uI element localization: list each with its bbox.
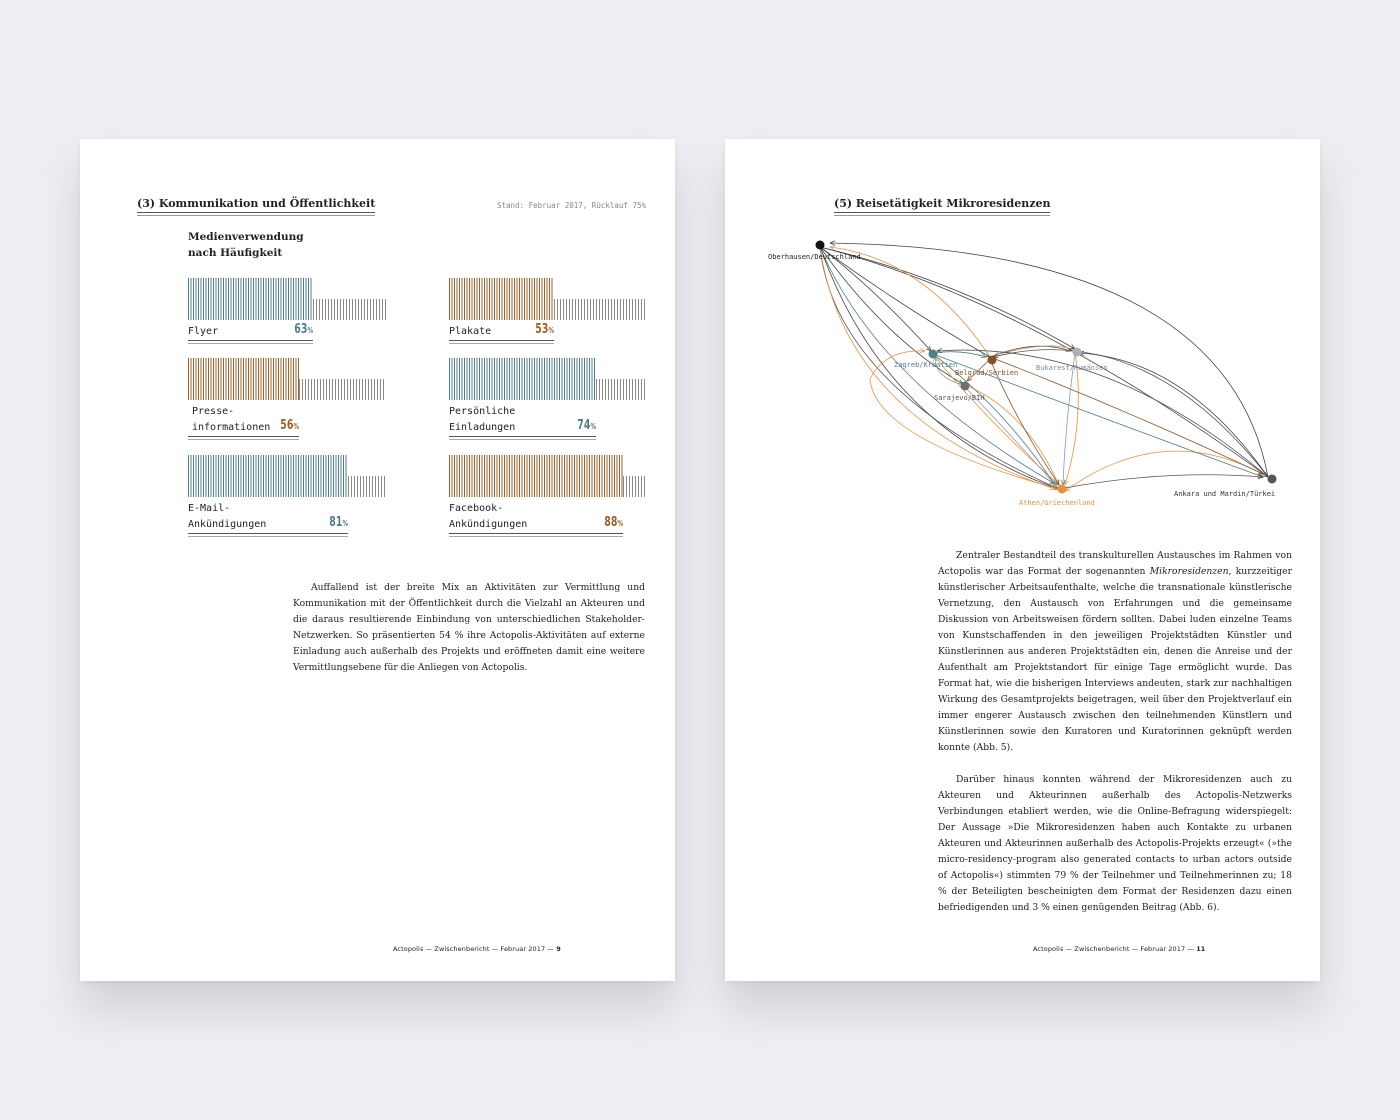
media-bar-label-line2: informationen xyxy=(192,422,271,433)
paragraph-1-part-a: Zentraler Bestandteil des transkulturellen Austausches im Rahmen von Actopolis war das Format der sogenannten xyxy=(938,550,1292,577)
media-bar-percent-value: 63 xyxy=(294,322,308,337)
chart-title-line2: nach Häufigkeit xyxy=(188,247,283,259)
paragraph-1-emphasis: Mikroresidenzen xyxy=(1149,566,1229,577)
page-left xyxy=(80,139,675,981)
media-bar-percent-value: 53 xyxy=(535,322,549,337)
node-oberhausen xyxy=(816,241,825,250)
media-bar-label-line1: Presse- xyxy=(192,406,235,417)
label-belgrad: Belgrad/Serbien xyxy=(955,369,1019,377)
media-bar-value xyxy=(449,455,623,497)
media-bar-value xyxy=(188,278,313,320)
edge xyxy=(990,357,1263,474)
edge xyxy=(990,359,1059,485)
media-bar xyxy=(188,455,386,497)
media-bar-label-line1: Persönliche xyxy=(449,406,516,417)
media-bar-label xyxy=(192,404,270,436)
media-bar-percent xyxy=(604,515,623,530)
media-bar xyxy=(449,358,647,400)
media-bar-percent-value: 56 xyxy=(280,418,294,433)
footer-separator: — xyxy=(1187,945,1195,953)
media-bar-percent-value: 81 xyxy=(329,515,343,530)
media-bar-value xyxy=(188,358,299,400)
node-bukarest xyxy=(1073,348,1082,357)
media-bar-percent xyxy=(294,322,313,337)
media-bar-label xyxy=(188,324,218,340)
media-bar-underline xyxy=(449,533,623,534)
media-bar-underline xyxy=(188,340,313,341)
media-bar-remainder xyxy=(348,476,386,497)
media-bar-label-line1: Flyer xyxy=(188,326,219,337)
media-bar-remainder xyxy=(299,379,386,400)
media-bar xyxy=(188,278,386,320)
label-zagreb: Zagreb/Kroatien xyxy=(894,361,958,369)
footer-report: Zwischenbericht xyxy=(434,945,490,953)
media-bar-percent-value: 88 xyxy=(604,515,618,530)
node-zagreb xyxy=(929,350,938,359)
media-bar-underline xyxy=(188,533,348,534)
media-bar-percent xyxy=(329,515,348,530)
media-bar-label-line1: E-Mail- xyxy=(188,503,231,514)
media-bar xyxy=(188,358,386,400)
media-bar-label-line2: Ankündigungen xyxy=(449,519,528,530)
media-bar-label-line2: Einladungen xyxy=(449,422,516,433)
edge xyxy=(820,247,931,351)
travel-network-diagram xyxy=(725,139,1320,539)
section-title: (5) Reisetätigkeit Mikroresidenzen xyxy=(834,197,1050,213)
media-bar-remainder xyxy=(596,379,647,400)
media-bar-percent xyxy=(577,418,596,433)
media-bar-percent xyxy=(535,322,554,337)
percent-sign: % xyxy=(307,326,313,335)
footer-separator: — xyxy=(1131,945,1139,953)
label-athen: Athen/Griechenland xyxy=(1019,499,1095,507)
percent-sign: % xyxy=(617,519,623,528)
label-sarajevo: Sarajevo/BIH xyxy=(934,394,985,402)
page-footer xyxy=(393,945,561,953)
edge xyxy=(820,247,1075,349)
media-bar xyxy=(449,278,647,320)
page-footer xyxy=(1033,945,1205,953)
percent-sign: % xyxy=(293,422,299,431)
node-sarajevo xyxy=(961,382,970,391)
chart-title-line1: Medienverwendung xyxy=(188,231,304,243)
footer-date: Februar 2017 xyxy=(500,945,546,953)
footer-separator: — xyxy=(1065,945,1073,953)
edge xyxy=(933,352,986,357)
media-bar-underline xyxy=(188,436,299,437)
media-bar-percent-value: 74 xyxy=(577,418,591,433)
edge xyxy=(830,247,990,357)
media-bar-label xyxy=(449,324,491,340)
media-bar-label xyxy=(449,501,527,533)
label-oberhausen: Oberhausen/Deutschland xyxy=(768,253,861,261)
media-bar-value xyxy=(188,455,348,497)
footer-separator: — xyxy=(547,945,555,953)
media-bar xyxy=(449,455,647,497)
section-title: (3) Kommunikation und Öffentlichkeit xyxy=(137,197,375,213)
body-paragraph xyxy=(293,580,645,676)
media-bar-underline xyxy=(449,340,554,341)
footer-publication: Actopolis xyxy=(1033,945,1064,953)
paragraph-1-part-b: , kurzzeitiger künstlerischer Arbeitsaufenthalte, welche die transnationale künstlerische Vernetzung, den Austausch von Erfahrungen und die gemeinsame Diskussion von Arbeitsweisen fördern sollten. Dabei luden einzelne Teams von Kunstschaffenden in den jeweiligen Projektstädten Künstler und Künstlerinnen aus anderen Projektstädten ein, denen die Anreise und der Aufenthalt am Projektstandort für einige Tage ermöglicht wurde. Das Format hat, wie die bisherigen Interviews andeuten, stark zur nachhaltigen Wirkung des Gesamtprojekts beigetragen, weil über den Projektverlauf ein immer engerer Austausch zwischen den teilnehmenden Künstlern und Künstlerinnen sowie den Kuratoren und Kuratorinnen geknüpft werden konnte (Abb. 5). xyxy=(938,566,1292,753)
edge xyxy=(1059,475,1263,489)
percent-sign: % xyxy=(342,519,348,528)
body-text-block xyxy=(938,548,1292,916)
edge xyxy=(1065,451,1268,491)
media-bar-value xyxy=(449,358,596,400)
node-belgrad xyxy=(988,356,997,365)
edge xyxy=(820,247,990,357)
footer-separator: — xyxy=(491,945,499,953)
percent-sign: % xyxy=(548,326,554,335)
footer-publication: Actopolis xyxy=(393,945,424,953)
label-bukarest: Bukarest/Rumänien xyxy=(1036,364,1108,372)
media-bar-remainder xyxy=(313,299,386,320)
label-ankara: Ankara und Mardin/Türkei xyxy=(1174,490,1276,498)
footer-report: Zwischenbericht xyxy=(1074,945,1130,953)
page-number: 11 xyxy=(1196,945,1206,953)
edge xyxy=(820,247,1268,477)
media-bar-remainder xyxy=(554,299,647,320)
edge xyxy=(1063,353,1075,485)
media-bar-label xyxy=(449,404,515,436)
percent-sign: % xyxy=(590,422,596,431)
media-bar-underline xyxy=(449,436,596,437)
media-bar-label-line1: Facebook- xyxy=(449,503,504,514)
paragraph-1 xyxy=(938,548,1292,756)
node-ankara xyxy=(1268,475,1277,484)
media-bar-label-line2: Ankündigungen xyxy=(188,519,267,530)
media-bar-label-line1: Plakate xyxy=(449,326,492,337)
media-bar-value xyxy=(449,278,554,320)
paragraph-2: Darüber hinaus konnten während der Mikroresidenzen auch zu Akteuren und Akteurinnen außerhalb des Actopolis-Netzwerks Verbindungen etabliert werden, wie die Online-Befragung widerspiegelt: Der Aussage »Die Mikroresidenzen haben auch Kontakte zu urbanen Akteuren und Akteurinnen außerhalb des Actopolis-Projekts erzeugt« (»the micro-residency-program also generated contacts to urban actors outside of Actopolis«) stimmten 79 % der Teilnehmer und Teilnehmerinnen zu; 18 % der Beteiligten bescheinigten dem Format der Residenzen dazu einen befriedigenden und 3 % einen genügenden Beitrag (Abb. 6). xyxy=(938,774,1292,913)
media-bar-label xyxy=(188,501,266,533)
footer-date: Februar 2017 xyxy=(1140,945,1186,953)
paragraph-text: Auffallend ist der breite Mix an Aktivitäten zur Vermittlung und Kommunikation mit der Öffentlichkeit durch die Vielzahl an Akteuren und die daraus resultierende Einbindung von unterschiedlichen Stakeholder-Netzwerken. So präsentierten 54 % ihre Actopolis-Aktivitäten auf externe Einladung auch außerhalb des Projekts und eröffneten damit eine weitere Vermittlungsebene für die Anliegen von Actopolis. xyxy=(293,582,645,673)
chart-title xyxy=(188,229,304,261)
node-athen xyxy=(1058,485,1067,494)
survey-status: Stand: Februar 2017, Rücklauf 75% xyxy=(496,201,646,210)
page-number: 9 xyxy=(556,945,561,953)
media-bar-remainder xyxy=(623,476,647,497)
page-right xyxy=(725,139,1320,981)
footer-separator: — xyxy=(425,945,433,953)
media-bar-percent xyxy=(280,418,299,433)
